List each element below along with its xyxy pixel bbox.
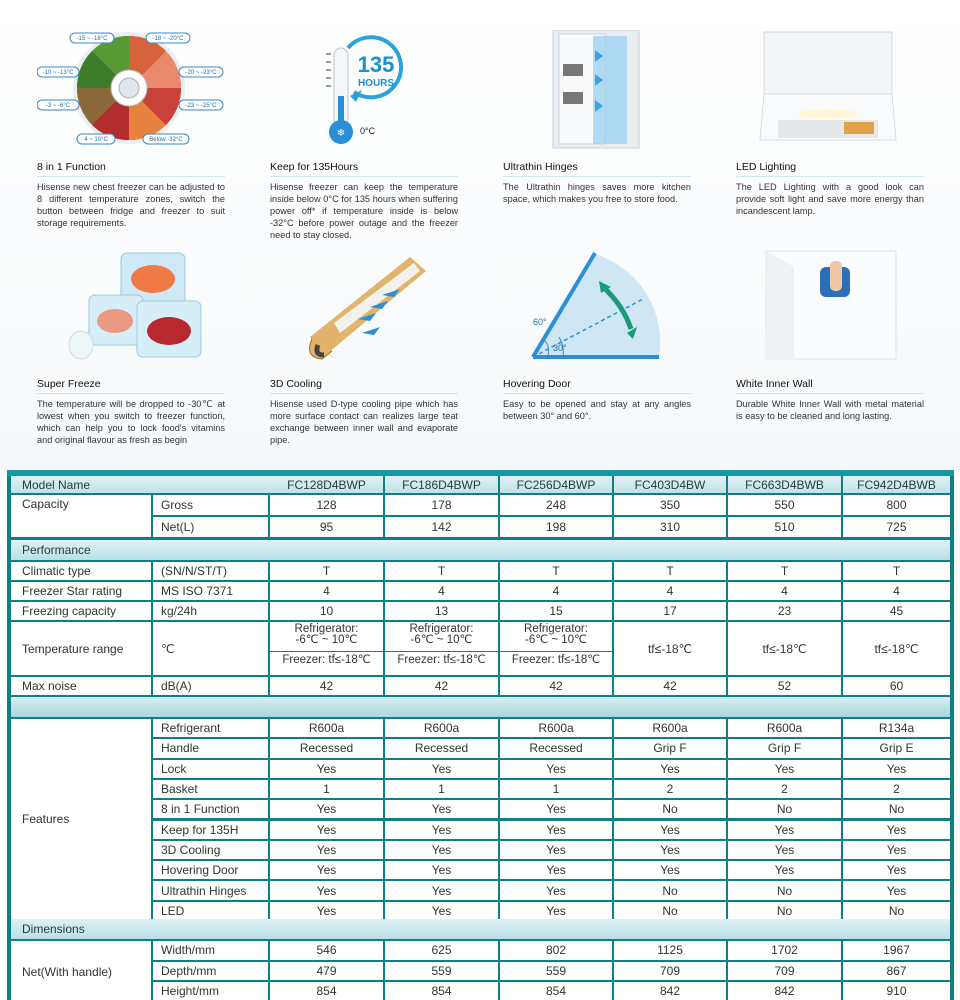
table-cell: R600a: [385, 719, 498, 737]
table-cell: 248: [500, 495, 612, 515]
table-row: [11, 517, 950, 537]
table-cell: No: [614, 881, 726, 899]
table-cell: 854: [385, 982, 498, 1000]
row-sublabel: LED: [153, 902, 268, 920]
divider: [270, 393, 458, 394]
model-name: FC663D4BWB: [728, 476, 841, 493]
inner-wall-image: [736, 247, 936, 372]
net-with-handle-label: Net(With handle): [11, 941, 151, 1000]
table-cell: R600a: [614, 719, 726, 737]
table-cell: 198: [500, 517, 612, 537]
table-cell: No: [614, 902, 726, 920]
feature-title: 3D Cooling: [270, 378, 322, 390]
table-row: [11, 982, 950, 1000]
table-row: [11, 821, 950, 839]
feature-title: Hovering Door: [503, 378, 571, 390]
table-cell: Yes: [385, 841, 498, 859]
spec-table: [7, 470, 954, 1000]
table-cell: tf≤-18℃: [843, 622, 950, 675]
features-label: Features: [11, 719, 151, 919]
table-cell: No: [843, 800, 950, 818]
table-row: [11, 902, 950, 920]
zone-label: -10 ~ -13°C: [42, 70, 74, 76]
table-row: [11, 677, 950, 695]
table-cell: 1: [270, 780, 383, 798]
model-name: FC256D4BWP: [500, 476, 612, 493]
table-cell: Recessed: [385, 739, 498, 757]
feature-description: Hisense freezer can keep the temperature inside below 0°C for 135 hours when suffering power off* if temperature inside is below -32°C before power outage and the freezer need to stay closed.: [270, 182, 458, 240]
divider: [37, 176, 225, 177]
table-cell: Yes: [500, 841, 612, 859]
table-row: [11, 941, 950, 960]
row-sublabel: kg/24h: [153, 602, 268, 620]
feature-title: Keep for 135Hours: [270, 161, 359, 173]
table-cell: Yes: [500, 902, 612, 920]
table-cell: Yes: [270, 902, 383, 920]
table-cell: 1967: [843, 941, 950, 960]
row-sublabel: Basket: [153, 780, 268, 798]
table-cell: No: [728, 902, 841, 920]
row-label: Freezing capacity: [11, 602, 151, 620]
divider: [270, 176, 458, 177]
table-cell: Recessed: [270, 739, 383, 757]
table-cell: 4: [843, 582, 950, 600]
table-cell: Recessed: [500, 739, 612, 757]
table-cell: No: [843, 902, 950, 920]
table-row: [11, 739, 950, 757]
feature-description: Durable White Inner Wall with metal material is easy to be cleaned and long lasting.: [736, 399, 924, 421]
angle-30-label: 30°: [553, 343, 567, 353]
capacity-label: Capacity: [11, 495, 151, 537]
table-cell: 17: [614, 602, 726, 620]
table-cell: Yes: [614, 821, 726, 839]
table-cell: Grip F: [728, 739, 841, 757]
hours-number: 135: [357, 52, 395, 77]
temp-bottom: Freezer: tf≤-18℃: [385, 651, 498, 666]
table-row: [11, 780, 950, 798]
table-cell: 95: [270, 517, 383, 537]
table-row: [11, 562, 950, 580]
zone-label: -18 ~ -20°C: [152, 36, 184, 42]
table-cell: 479: [270, 962, 383, 981]
table-cell: 1: [385, 780, 498, 798]
feature-description: The temperature will be dropped to -30℃ at lowest when you switch to freezer function, which can help you to lock food's vitamins and original flavour as fresh as begin: [37, 399, 225, 445]
table-cell: 4: [728, 582, 841, 600]
zone-label: Below -32°C: [149, 137, 183, 143]
section-dimensions: Dimensions: [11, 919, 950, 939]
table-cell: T: [385, 562, 498, 580]
table-cell: 52: [728, 677, 841, 695]
table-cell: [500, 622, 612, 675]
table-cell: 550: [728, 495, 841, 515]
table-row: [11, 495, 950, 515]
model-name: FC403D4BW: [614, 476, 726, 493]
table-cell: 60: [843, 677, 950, 695]
row-sublabel: Gross: [153, 495, 268, 515]
table-cell: Yes: [614, 841, 726, 859]
row-sublabel: dB(A): [153, 677, 268, 695]
table-cell: T: [500, 562, 612, 580]
feature-description: Easy to be opened and stay at any angles between 30° and 60°.: [503, 399, 691, 421]
table-cell: No: [728, 881, 841, 899]
row-sublabel: 8 in 1 Function: [153, 800, 268, 818]
table-cell: 1125: [614, 941, 726, 960]
divider: [503, 393, 691, 394]
table-cell: Yes: [270, 861, 383, 879]
table-cell: 854: [270, 982, 383, 1000]
feature-description: Hisense used D-type cooling pipe which has more surface contact can realizes large teat exchange between inner wall and evaporate pipe.: [270, 399, 458, 445]
table-cell: 625: [385, 941, 498, 960]
table-cell: [270, 622, 383, 675]
table-cell: Yes: [843, 861, 950, 879]
table-cell: Yes: [728, 861, 841, 879]
table-cell: 45: [843, 602, 950, 620]
table-cell: 4: [614, 582, 726, 600]
table-cell: Yes: [614, 861, 726, 879]
table-cell: R134a: [843, 719, 950, 737]
table-cell: [385, 622, 498, 675]
led-freezer-image: [736, 30, 936, 155]
model-name: FC128D4BWP: [270, 476, 383, 493]
row-label: Max noise: [11, 677, 151, 695]
zero-degree-label: 0°C: [360, 126, 376, 136]
table-row: [11, 881, 950, 899]
section-blank-band: [11, 697, 950, 717]
table-cell: 559: [500, 962, 612, 981]
temp-top: Refrigerator:: [294, 623, 359, 635]
table-cell: 13: [385, 602, 498, 620]
table-cell: 310: [614, 517, 726, 537]
table-cell: 142: [385, 517, 498, 537]
row-sublabel: (SN/N/ST/T): [153, 562, 268, 580]
table-cell: Yes: [270, 800, 383, 818]
table-cell: 854: [500, 982, 612, 1000]
feature-title: Super Freeze: [37, 378, 101, 390]
table-cell: Yes: [385, 821, 498, 839]
table-cell: 842: [728, 982, 841, 1000]
table-cell: 800: [843, 495, 950, 515]
temp-top: Refrigerator:: [409, 623, 474, 635]
table-cell: 709: [614, 962, 726, 981]
feature-title: Ultrathin Hinges: [503, 161, 578, 173]
table-cell: 350: [614, 495, 726, 515]
feature-title: LED Lighting: [736, 161, 797, 173]
zone-label: -3 ~ -6°C: [45, 103, 71, 109]
8in1-dial-image: [37, 30, 237, 155]
table-cell: Yes: [385, 861, 498, 879]
feature-title: 8 in 1 Function: [37, 161, 106, 173]
table-cell: Yes: [270, 760, 383, 778]
table-cell: Yes: [500, 760, 612, 778]
table-cell: Yes: [270, 881, 383, 899]
door-angle-diagram: [503, 247, 703, 372]
table-cell: Yes: [270, 821, 383, 839]
table-cell: 559: [385, 962, 498, 981]
table-cell: 42: [270, 677, 383, 695]
temp-bottom: Freezer: tf≤-18℃: [270, 651, 383, 666]
row-sublabel: Depth/mm: [153, 962, 268, 981]
table-cell: 910: [843, 982, 950, 1000]
divider: [736, 176, 924, 177]
table-cell: Yes: [843, 881, 950, 899]
table-cell: T: [614, 562, 726, 580]
table-cell: 23: [728, 602, 841, 620]
angle-60-label: 60°: [533, 317, 547, 327]
table-cell: T: [270, 562, 383, 580]
table-cell: R600a: [500, 719, 612, 737]
table-header: [11, 476, 950, 493]
feature-description: The LED Lighting with a good look can provide soft light and save more energy than incandescent lamp.: [736, 182, 924, 216]
temp-top: -6℃ ~ 10℃: [410, 634, 473, 646]
table-row: [11, 582, 950, 600]
row-sublabel: Refrigerant: [153, 719, 268, 737]
divider: [736, 393, 924, 394]
table-cell: Yes: [270, 841, 383, 859]
model-name-label: Model Name: [11, 476, 300, 493]
temp-top: -6℃ ~ 10℃: [295, 634, 358, 646]
row-sublabel: Keep for 135H: [153, 821, 268, 839]
row-label: Climatic type: [11, 562, 151, 580]
feature-description: Hisense new chest freezer can be adjusted to 8 different temperature zones, switch the button between fridge and freezer to suit storage requirements.: [37, 182, 225, 228]
table-cell: 2: [728, 780, 841, 798]
table-cell: Yes: [385, 800, 498, 818]
table-cell: 178: [385, 495, 498, 515]
table-cell: Yes: [843, 760, 950, 778]
table-cell: 1702: [728, 941, 841, 960]
table-cell: 2: [843, 780, 950, 798]
table-row: [11, 719, 950, 737]
table-cell: Yes: [843, 821, 950, 839]
zone-label: -20 ~ -23°C: [185, 70, 217, 76]
zone-label: -23 ~ -25°C: [185, 103, 217, 109]
table-row: [11, 800, 950, 818]
row-sublabel: Height/mm: [153, 982, 268, 1000]
table-row: [11, 602, 950, 620]
table-row: [11, 841, 950, 859]
divider: [503, 176, 691, 177]
table-cell: Yes: [500, 800, 612, 818]
model-name: FC186D4BWP: [385, 476, 498, 493]
table-cell: 725: [843, 517, 950, 537]
table-cell: 802: [500, 941, 612, 960]
row-label: Freezer Star rating: [11, 582, 151, 600]
table-cell: tf≤-18℃: [614, 622, 726, 675]
table-cell: 510: [728, 517, 841, 537]
table-cell: No: [728, 800, 841, 818]
feature-description: The Ultrathin hinges saves more kitchen space, which makes you free to store food.: [503, 182, 691, 204]
table-cell: 128: [270, 495, 383, 515]
hours-unit: HOURS: [357, 78, 395, 89]
zone-label: -15 ~ -18°C: [76, 36, 108, 42]
table-cell: Yes: [614, 760, 726, 778]
table-cell: No: [614, 800, 726, 818]
table-cell: Grip F: [614, 739, 726, 757]
table-row: [11, 861, 950, 879]
row-sublabel: ℃: [153, 622, 268, 675]
table-row: [11, 760, 950, 778]
row-sublabel: MS ISO 7371: [153, 582, 268, 600]
row-sublabel: Ultrathin Hinges: [153, 881, 268, 899]
row-sublabel: Hovering Door: [153, 861, 268, 879]
table-cell: 42: [500, 677, 612, 695]
row-sublabel: Handle: [153, 739, 268, 757]
temp-top: Refrigerator:: [524, 623, 588, 635]
table-cell: Yes: [728, 821, 841, 839]
table-cell: R600a: [270, 719, 383, 737]
table-cell: 842: [614, 982, 726, 1000]
table-cell: T: [728, 562, 841, 580]
hinge-image: [503, 30, 703, 155]
table-row-temperature: [11, 622, 950, 675]
table-cell: 15: [500, 602, 612, 620]
table-cell: Yes: [728, 841, 841, 859]
table-cell: 4: [270, 582, 383, 600]
feature-section: [0, 0, 960, 470]
cooling-pipe-image: [270, 247, 470, 372]
table-cell: R600a: [728, 719, 841, 737]
table-cell: Yes: [728, 760, 841, 778]
table-cell: Grip E: [843, 739, 950, 757]
thermometer-icon: [270, 30, 470, 155]
model-name: FC942D4BWB: [843, 476, 950, 493]
table-cell: Yes: [500, 821, 612, 839]
row-label: Temperature range: [11, 622, 151, 675]
table-cell: 1: [500, 780, 612, 798]
svg-text:❄: ❄: [336, 128, 346, 139]
table-cell: Yes: [500, 861, 612, 879]
table-cell: Yes: [385, 881, 498, 899]
row-sublabel: 3D Cooling: [153, 841, 268, 859]
table-cell: 867: [843, 962, 950, 981]
table-cell: Yes: [385, 902, 498, 920]
ice-cubes-image: [37, 247, 237, 372]
temp-bottom: Freezer: tf≤-18℃: [500, 651, 612, 666]
table-cell: 546: [270, 941, 383, 960]
divider: [37, 393, 225, 394]
table-cell: Yes: [385, 760, 498, 778]
table-cell: 42: [385, 677, 498, 695]
row-sublabel: Width/mm: [153, 941, 268, 960]
table-cell: 42: [614, 677, 726, 695]
table-cell: 2: [614, 780, 726, 798]
row-sublabel: Lock: [153, 760, 268, 778]
feature-title: White Inner Wall: [736, 378, 813, 390]
table-cell: Yes: [500, 881, 612, 899]
table-cell: T: [843, 562, 950, 580]
table-cell: 709: [728, 962, 841, 981]
zone-label: 4 ~ 10°C: [84, 137, 108, 143]
table-row: [11, 962, 950, 981]
table-cell: 4: [385, 582, 498, 600]
row-sublabel: Net(L): [153, 517, 268, 537]
section-performance: Performance: [11, 540, 950, 560]
table-cell: 4: [500, 582, 612, 600]
table-cell: 10: [270, 602, 383, 620]
table-cell: Yes: [843, 841, 950, 859]
temp-top: -6℃ ~ 10℃: [525, 634, 587, 646]
table-cell: tf≤-18℃: [728, 622, 841, 675]
